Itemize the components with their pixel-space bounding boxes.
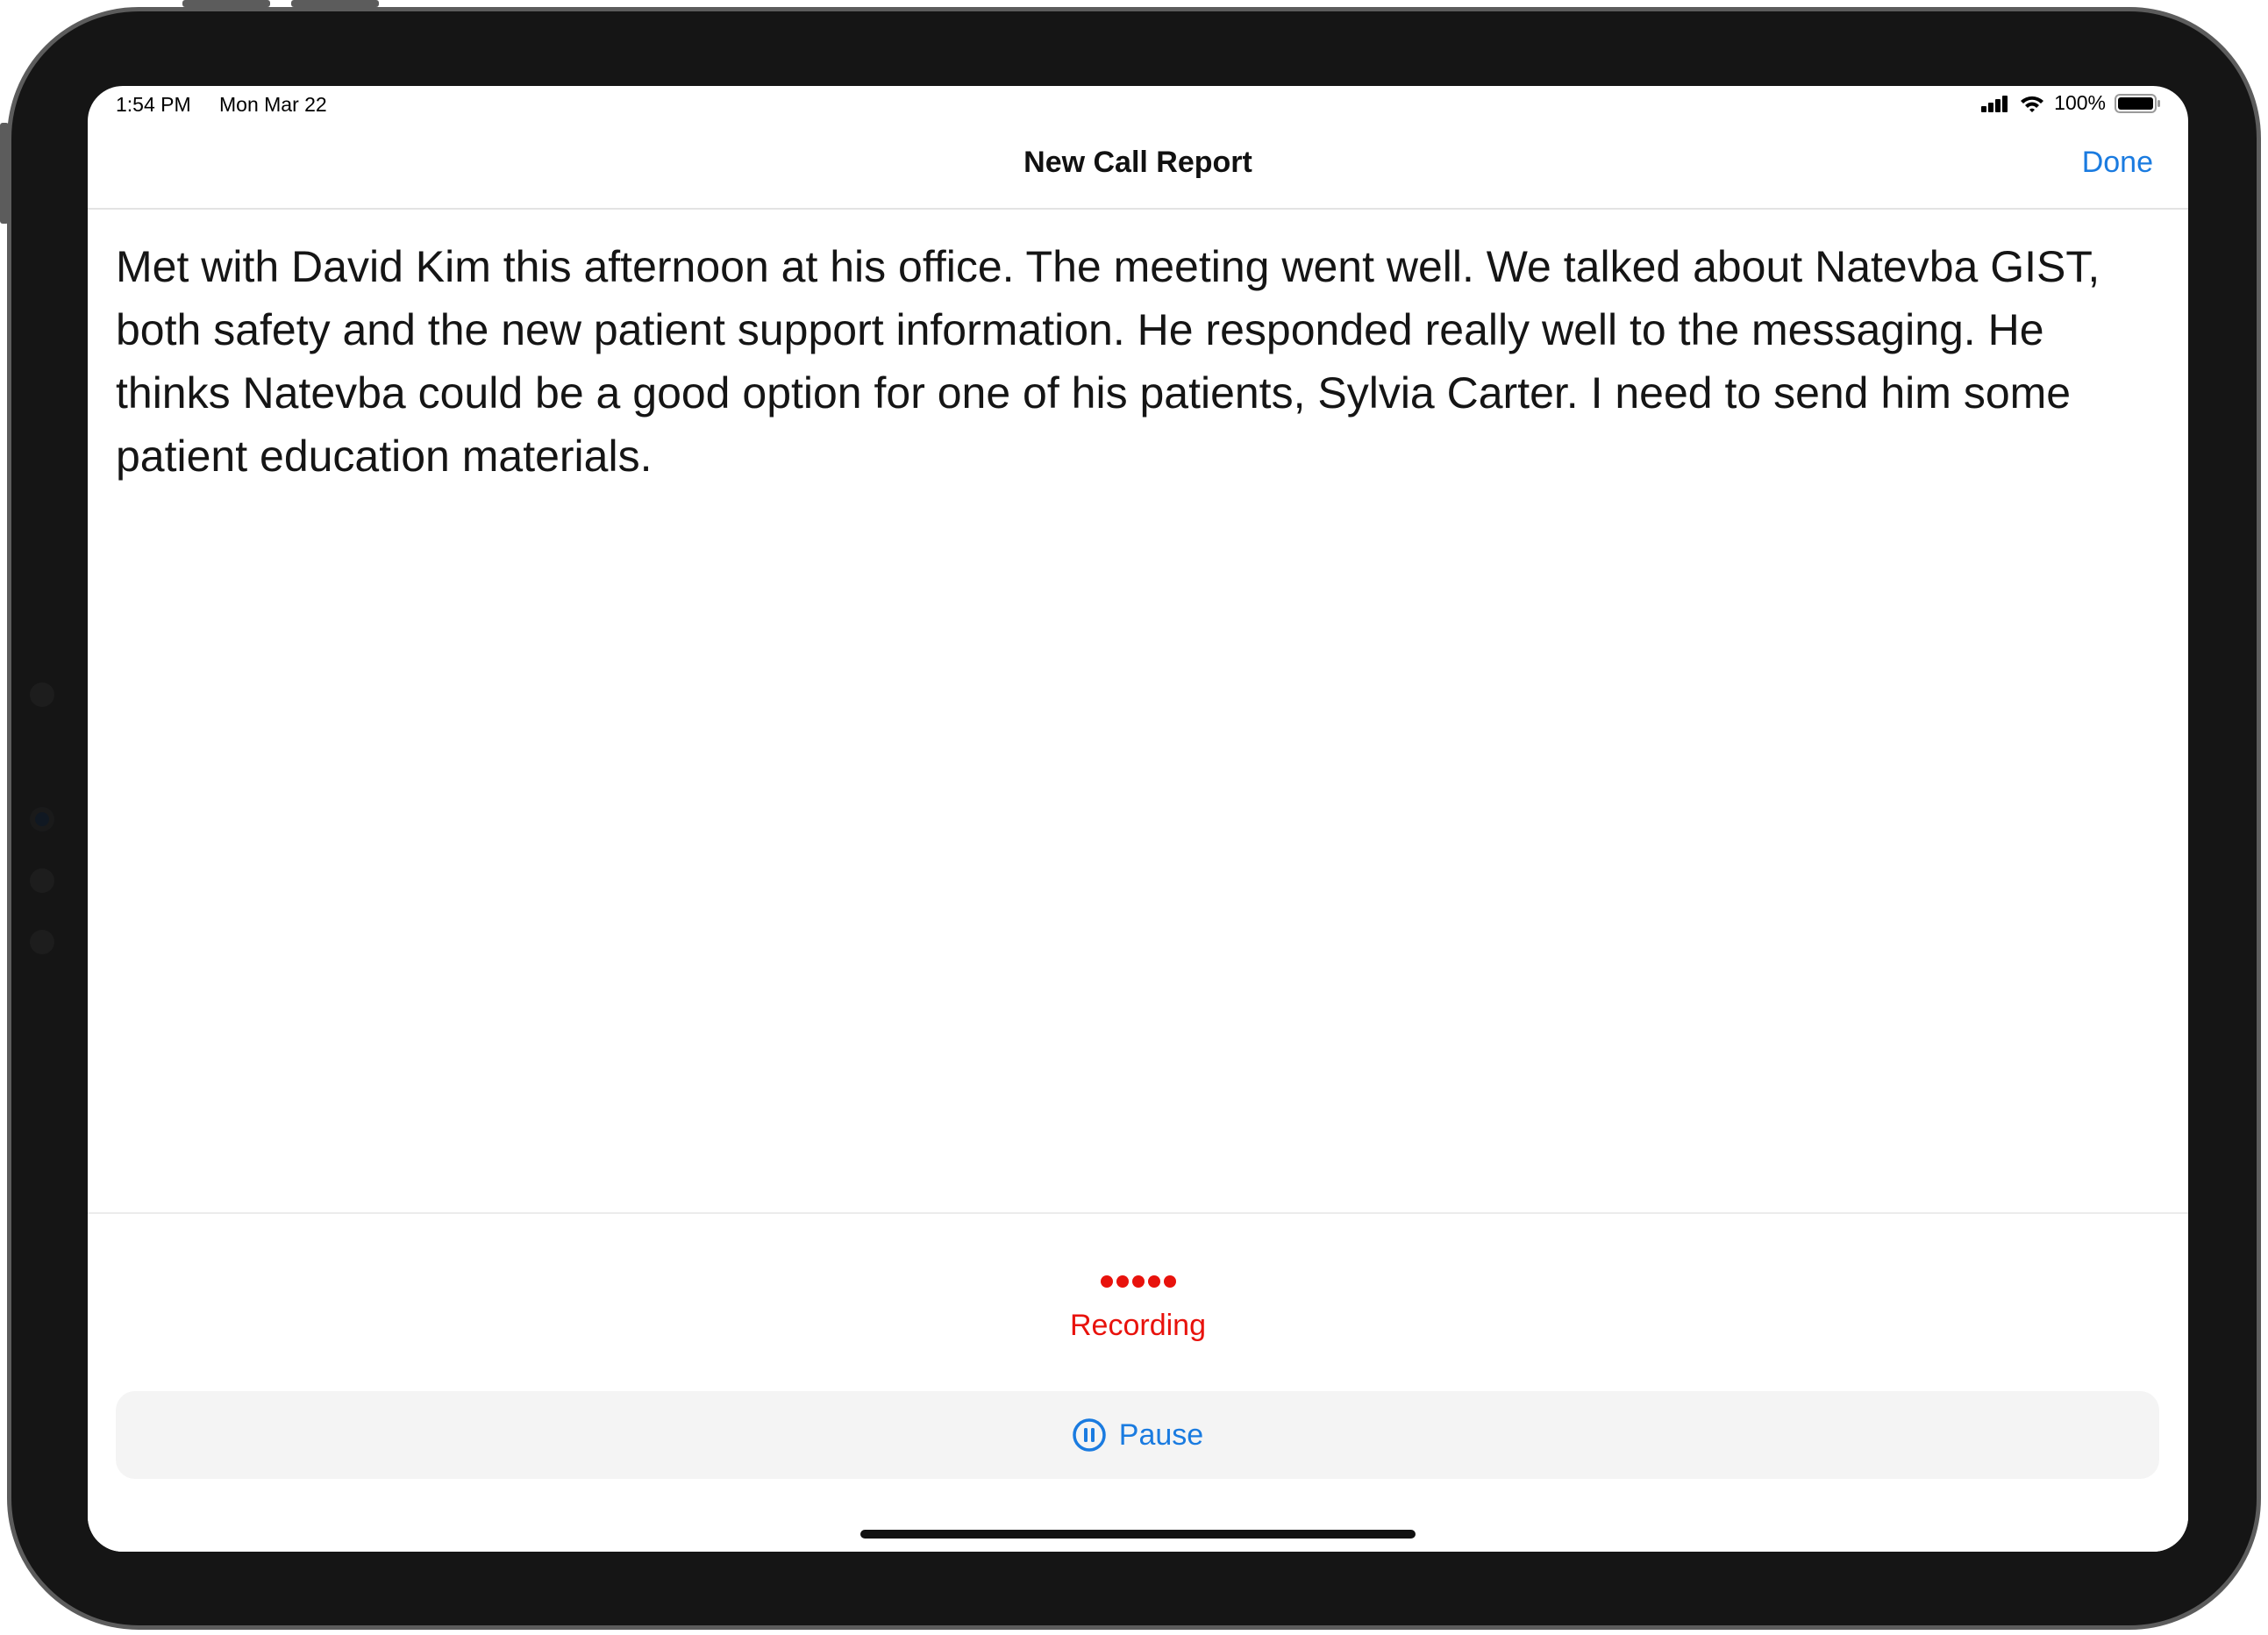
battery-icon	[2115, 93, 2162, 114]
status-time: 1:54 PM	[116, 93, 191, 116]
status-date: Mon Mar 22	[219, 93, 327, 116]
recording-dots-icon	[88, 1275, 2188, 1293]
status-indicators	[1980, 91, 2162, 115]
side-button	[0, 123, 9, 224]
battery-percent: 100%	[2054, 91, 2106, 114]
page-title: New Call Report	[1023, 146, 1252, 179]
pause-button[interactable]	[116, 1391, 2159, 1479]
front-camera	[30, 807, 54, 832]
status-bar	[88, 86, 2188, 125]
top-button-1	[182, 0, 270, 7]
pause-circle-icon	[1072, 1417, 1107, 1453]
sensor-dot	[30, 682, 54, 707]
report-text-area[interactable]: Met with David Kim this afternoon at his office. The meeting went well. We talked about Natevba GIST, both safety and the new patient support information. He responded really well to the messaging. He thinks Natevba could be a good option for one of his patients, Sylvia Carter. I need to send him some patient education materials.	[116, 242, 2100, 481]
signal-icon	[1980, 94, 2010, 113]
pause-label: Pause	[1118, 1417, 1204, 1452]
recording-panel	[88, 1212, 2188, 1552]
home-indicator[interactable]	[860, 1530, 1416, 1539]
sensor-dot	[30, 930, 54, 954]
top-button-2	[291, 0, 379, 7]
recording-status: Recording	[1070, 1309, 1206, 1342]
wifi-icon	[2019, 94, 2045, 113]
navigation-bar	[88, 125, 2188, 210]
done-button[interactable]: Done	[2081, 146, 2153, 179]
sensor-dot	[30, 868, 54, 893]
screen	[88, 86, 2188, 1552]
